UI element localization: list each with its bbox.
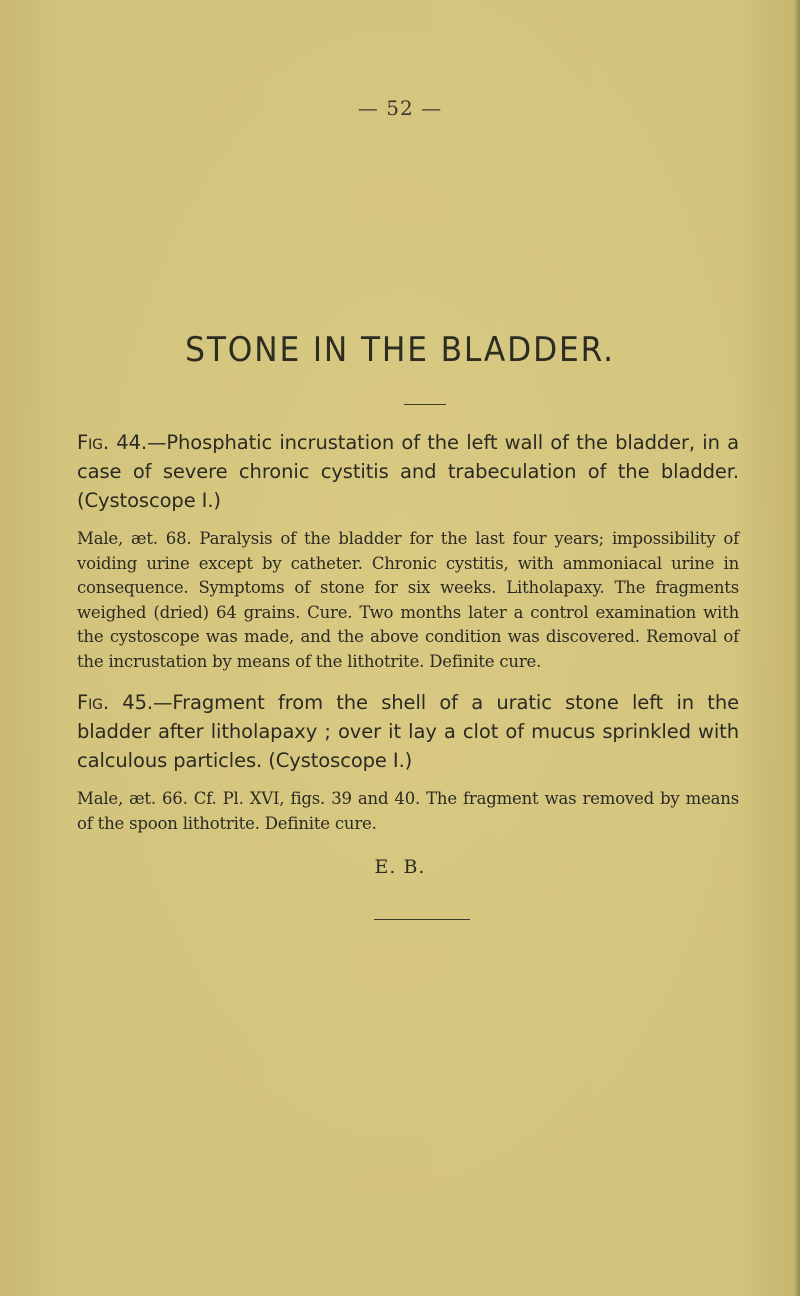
- fig-45-section: [77, 688, 739, 836]
- fig-44-body: Male, æt. 68. Paralysis of the bladder for the last four years; impossibility of voiding urine except by catheter. Chronic cystitis, with ammoniacal urine in consequence. Symptoms of stone for six weeks. Litholapaxy. The fragments weighed (dried) 64 grains. Cure. Two months later a control examination with the cystoscope was made, and the above condition was discovered. Removal of the incrustation by means of the lithotrite. Definite cure.: [77, 529, 739, 671]
- fig-45-caption-text: —Fragment from the shell of a uratic stone left in the bladder after litholapaxy ; over it lay a clot of mucus sprinkled with calculous particles. (Cystoscope I.): [77, 691, 739, 772]
- page-number: — 52 —: [357, 96, 443, 120]
- page-title: STONE IN THE BLADDER.: [185, 330, 615, 370]
- fig-44-caption: [77, 428, 739, 515]
- fig-44-caption-text: —Phosphatic incrustation of the left wall of the bladder, in a case of severe chronic cystitis and trabeculation of the bladder. (Cystoscope I.): [77, 431, 739, 512]
- fig-44-section: [77, 428, 739, 674]
- author-initials: E. B.: [374, 856, 426, 878]
- fig-44-label: Fig. 44.: [77, 431, 147, 454]
- page-edge-shadow: [794, 0, 800, 1296]
- fig-45-caption: [77, 688, 739, 775]
- fig-45-body: Male, æt. 66. Cf. Pl. XVI, figs. 39 and 40. The fragment was removed by means of the spoon lithotrite. Definite cure.: [77, 789, 739, 833]
- closing-divider: [374, 919, 470, 920]
- title-divider: [404, 404, 446, 405]
- fig-45-label: Fig. 45.: [77, 691, 153, 714]
